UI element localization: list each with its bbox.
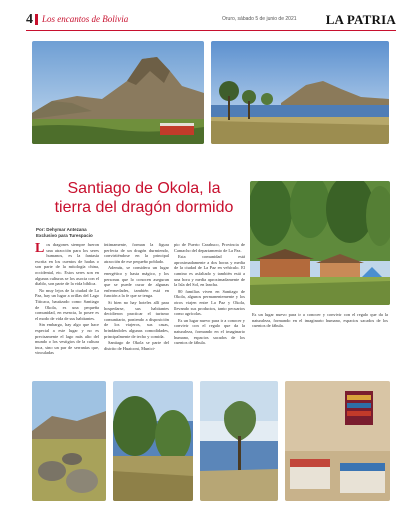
eucalyptus-houses-photo	[250, 181, 390, 305]
col2-para-3: Si bien no hay hoteles allí para hospedarse, sus habitantes decidieron practicar el turismo comunitario, poniendo a disposición de los viajeros, sus casas, brindándoles algunas comodidades, principalmente de techo y comida.	[104, 299, 169, 339]
col3-para-1: pio de Puerto Carabuco, Provincia de Camacho del departamento de La Paz.	[174, 242, 245, 253]
article-column-2	[104, 242, 169, 374]
lake-tree-photo	[200, 381, 278, 501]
col4-para: Es un lugar nuevo para ir a conocer y convivir con el regalo que da la naturaleza, formando en el imaginario humano, espacios sacados de los cuentos de fábula.	[252, 312, 388, 329]
shore-trees-photo	[113, 381, 193, 501]
issue-date: Oruro, sábado 5 de junio de 2021	[222, 16, 297, 22]
headline-line-2: tierra del dragón dormido	[54, 199, 234, 216]
byline	[36, 227, 93, 239]
author: Por: Dehymar Antezana	[36, 227, 87, 232]
headline-line-1: Santiago de Okola, la	[67, 180, 221, 197]
article-column-3	[174, 242, 245, 374]
newspaper-logo: LA PATRIA	[325, 12, 396, 27]
page-header	[26, 12, 396, 28]
col1-para-3: Sin embargo, hay algo que hace especial a este lugar y no es precisamente el lago más alto del mundo o los vestigios de la cultura inca, sino un par de serranías que, vinculadas	[35, 322, 99, 356]
col2-para-2: Además, se considera un lugar energético y hasta mágico, y los personas que lo conocen aseguran que se puede curar de algunas enfermedades, también está en función a la fe que se tenga.	[104, 265, 169, 299]
article-column-1	[35, 242, 99, 374]
drop-cap: L	[35, 241, 45, 256]
col3-para-2: Esta comunidad está aproximadamente a dos horas y media de la ciudad de La Paz en vehículo. El camino es asfaltado y también está a una hora y media aproximadamente de la Isla del Sol, en lancha.	[174, 254, 245, 288]
col2-para-1: íntimamente, forman la figura perfecta de un dragón durmiendo, convirtiéndose en la principal atracción de ese pequeño poblado.	[104, 242, 169, 264]
col2-para-4: Santiago de Okola se parte del distrito de Huaiconi, Munici-	[104, 340, 169, 351]
article-headline	[38, 179, 250, 217]
bedroom-photo	[285, 381, 390, 501]
credit: Exclusivo para Turespacio	[36, 233, 93, 238]
section-title: Los encantos de Bolivia	[42, 14, 129, 24]
page-number: 4	[26, 12, 33, 27]
col3-para-3: 80 familias viven en Santiago de Okola, algunos permanentemente y los otros viajen entre La Paz y Okola, llevando sus productos, tanto pecuarios como agrícolas.	[174, 288, 245, 317]
article-column-4	[252, 312, 388, 374]
lake-shore-photo	[211, 41, 389, 144]
header-accent-bar	[35, 14, 38, 25]
dragon-hill-photo	[32, 41, 204, 144]
rocky-field-photo	[32, 381, 106, 501]
col1-para-1: os dragones siempre fueron una atracción para los seres humanos, es la fantasía escrita en los cuentos de hadas o son parte de la mitología china, occidental, etc. Estos seres son en algunas culturas se los asocia con el diablo, son parte de la vida bíblica.	[35, 242, 99, 287]
col1-para-2: No muy lejos de la ciudad de La Paz, hay un lugar a orillas del Lago Titicaca, bautizado como Santiago de Okola, es una pequeña comunidad, en esencia, lo posee es el modo de vida de sus habitantes.	[35, 287, 99, 321]
header-rule	[26, 30, 396, 31]
col3-para-4: Es un lugar nuevo para ir a conocer y convivir con el regalo que da la naturaleza, formando en el imaginario humano, espacios sacados de los cuentos de fábula.	[174, 317, 245, 346]
